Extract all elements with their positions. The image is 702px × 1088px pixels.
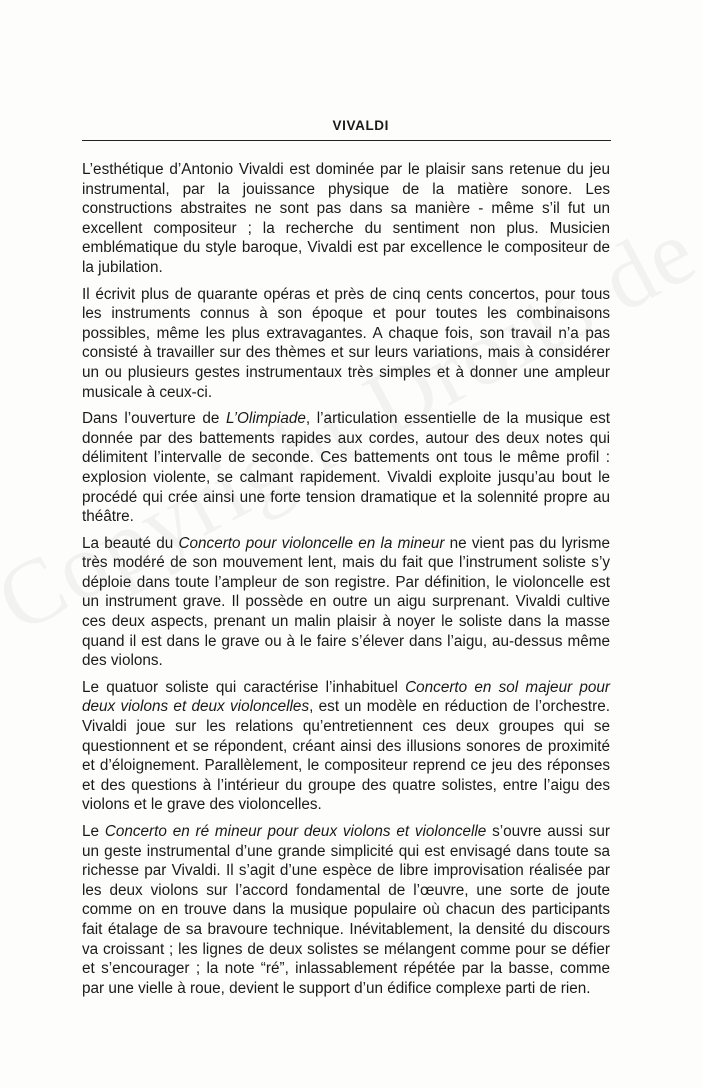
paragraph-text: ne vient pas du lyrisme très modéré de son mouvement lent, mais du fait que l’instrument soliste s’y déploie dans toute l’ampleur de son registre. Par définition, le violoncelle est un instrument grave. Il possède en outre un aigu surprenant. Vivaldi cultive ces deux aspects, prenant un malin plaisir à noyer le soliste dans la masse quand il est dans le grave ou à le faire s’élever dans l’aigu, au-dessus même des violons. (82, 534, 610, 670)
italic-title: Concerto pour violoncelle en la mineur (178, 534, 445, 552)
paragraph-text: La beauté du (82, 534, 179, 552)
paragraph-text: s’ouvre aussi sur un geste instrumental d’une grande simplicité qui est envisagé dans toute sa richesse par Vivaldi. Il s’agit d’une espèce de libre improvisation réalisée par les deux violons sur l’accord fondamental de l’œuvre, une sorte de joute comme on en trouve dans la musique populaire où chacun des participants fait étalage de sa bravoure technique. Inévitablement, la densité du discours va croissant ; les lignes de deux solistes se mélangent comme pour se défier et s’encourager ; la note “ré”, inlassablement répétée par la basse, comme par une vielle à roue, devient le support d’un édifice complexe parti de rien. (82, 823, 611, 997)
paragraph-text: Le (82, 823, 105, 840)
paragraph (82, 534, 610, 671)
italic-title: Concerto en ré mineur pour deux violons et violoncelle (104, 823, 487, 840)
running-header (82, 118, 611, 141)
body-text (82, 160, 610, 1005)
italic-title: Concerto en sol majeur pour deux violons et deux violoncelles (82, 678, 611, 716)
paragraph (82, 822, 610, 998)
paragraph (82, 409, 610, 527)
paragraph-text: , est un modèle en réduction de l’orchestre. Vivaldi joue sur les relations qu’entretiennent ces deux groupes qui se questionnent et se répondent, créant ainsi des illusions sonores de proximité et d’éloignement. Parallèlement, le compositeur reprend ce jeu des réponses et des questions à l’intérieur du groupe des quatre solistes, entre l’aigu des violons et le grave des violoncelles. (82, 698, 610, 814)
paragraph-text: , l’articulation essentielle de la musique est donnée par des battements rapides aux cordes, autour des deux notes qui délimitent l’intervalle de seconde. Ces battements ont tous le même profil : explosion violente, se calmant rapidement. Vivaldi exploite jusqu’au bout le procédé qui crée ainsi une forte tension dramatique et la solennité propre au théâtre. (82, 410, 610, 526)
paragraph (82, 678, 610, 815)
paragraph (82, 285, 610, 403)
paragraph-text: Le quatuor soliste qui caractérise l’inhabituel (82, 678, 406, 696)
paragraph-text: Il écrivit plus de quarante opéras et près de cinq cents concertos, pour tous les instruments connus à son époque et pour toutes les combinaisons possibles, même les plus extravagantes. A chaque fois, son travail n’a pas consisté à travailler sur des thèmes et sur leurs variations, mais à considérer un ou plusieurs gestes instrumentaux très simples et à donner une ampleur musicale à ceux-ci. (82, 285, 610, 401)
paragraph (82, 160, 610, 278)
italic-title: L’Olimpiade (225, 410, 306, 428)
paragraph-text: L’esthétique d’Antonio Vivaldi est dominée par le plaisir sans retenue du jeu instrumental, par la jouissance physique de la matière sonore. Les constructions abstraites ne sont pas dans sa manière - même s’il fut un excellent compositeur ; la recherche du sentiment non plus. Musicien emblématique du style baroque, Vivaldi est par excellence le compositeur de la jubilation. (82, 161, 610, 276)
page-title: VIVALDI (332, 118, 389, 133)
paragraph-text: Dans l’ouverture de (82, 410, 226, 428)
